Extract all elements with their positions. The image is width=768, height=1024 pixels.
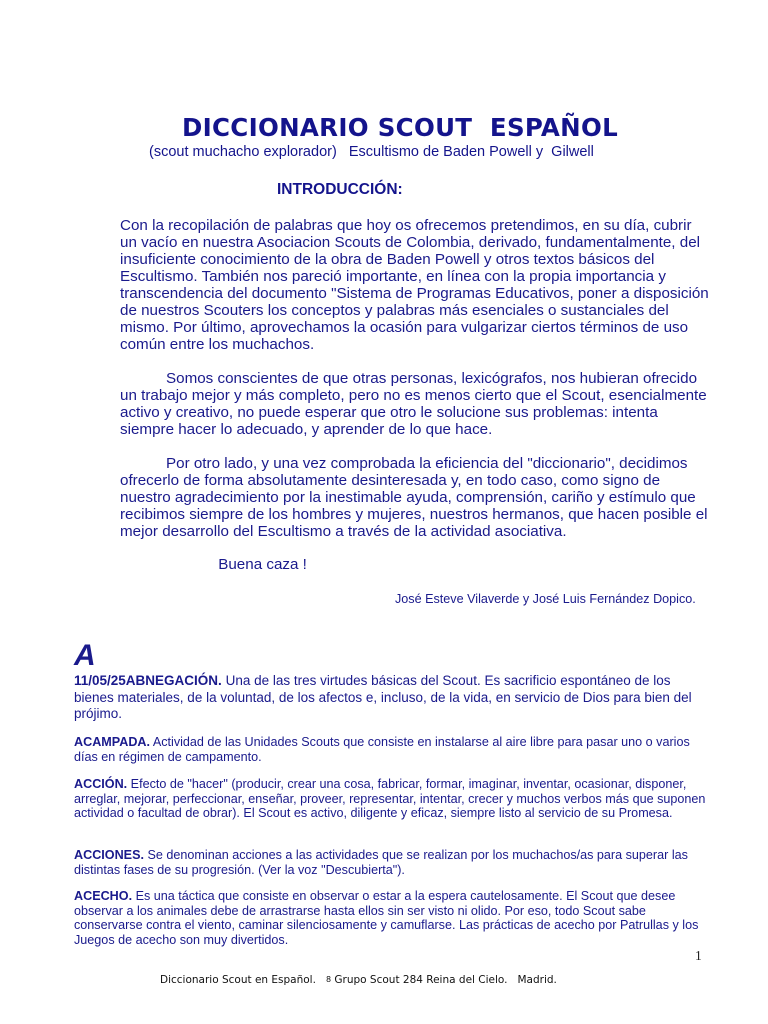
- document-subtitle: (scout muchacho explorador) Escultismo de Baden Powell y Gilwell: [149, 144, 594, 160]
- dictionary-entry: [74, 673, 710, 723]
- page-footer: [160, 974, 557, 986]
- intro-paragraph-1-text: Con la recopilación de palabras que hoy os ofrecemos pretendimos, en su día, cubrir un vacío en nuestra Asociacion Scouts de Colombia, derivado, fundamentalmente, del insuficiente conocimiento de la obra de Baden Powell y otros textos básicos del Escultismo. También nos pareció importante, en línea con la propia importancia y transcendencia del documento "Sistema de Programas Educativos, poner a disposición de nuestros Scouters los conceptos y palabras más esenciales o sustanciales del mismo. Por último, aprovechamos la ocasión para vulgarizar ciertos términos de uso común entre los muchachos.: [120, 217, 709, 353]
- authors-signature: José Esteve Vilaverde y José Luis Fernández Dopico.: [395, 592, 696, 606]
- footer-left: Diccionario Scout en Español.: [160, 974, 316, 986]
- dictionary-entry: [74, 889, 710, 947]
- entry-term: ACCIÓN.: [74, 777, 128, 791]
- footer-right: Grupo Scout 284 Reina del Cielo. Madrid.: [334, 974, 557, 986]
- document-title: DICCIONARIO SCOUT ESPAÑOL: [181, 113, 619, 142]
- intro-paragraph-2-text: Somos conscientes de que otras personas, lexicógrafos, nos hubieran ofrecido un trabajo mejor y más completo, pero no es menos cierto que el Scout, esencialmente activo y creativo, no puede esperar que otro le solucione sus problemas: intenta siempre hacer lo adecuado, y aprender de lo que hace.: [120, 370, 707, 438]
- intro-paragraph-1: [120, 217, 710, 353]
- page-number: 1: [695, 948, 702, 963]
- entry-term: ACCIONES.: [74, 848, 144, 862]
- entry-term: 11/05/25ABNEGACIÓN.: [74, 673, 222, 688]
- entry-definition: Actividad de las Unidades Scouts que consiste en instalarse al aire libre para pasar uno o varios días en régimen de campamento.: [74, 735, 690, 764]
- entry-term: ACECHO.: [74, 889, 133, 903]
- entry-term: ACAMPADA.: [74, 735, 151, 749]
- intro-paragraph-2: [120, 370, 710, 438]
- entry-definition: Se denominan acciones a las actividades que se realizan por los muchachos/as para superar las distintas fases de su progresión. (Ver la voz "Descubierta").: [74, 848, 688, 877]
- entry-definition: Efecto de "hacer" (producir, crear una cosa, fabricar, formar, imaginar, inventar, ocasionar, disponer, arreglar, mejorar, perfeccionar, enseñar, proveer, representar, intentar, crecer y muchos verbos más que suponen actividad o facultad de obrar). El Scout es activo, diligente y eficaz, siempre listo al servicio de su Promesa.: [74, 777, 706, 820]
- closing-text: Buena caza !: [214, 556, 307, 573]
- dictionary-entry: [74, 735, 710, 764]
- introduction-heading: INTRODUCCIÓN:: [277, 181, 403, 198]
- closing-line: [214, 556, 768, 573]
- entry-definition: Es una táctica que consiste en observar o estar a la espera cautelosamente. El Scout que desee observar a los animales debe de arrastrarse hasta ellos sin ser visto ni olido. Por eso, todo Scout sabe conservarse contra el viento, caminar silenciosamente y camuflarse. Las prácticas de acecho por Patrullas y los Juegos de acecho son muy divertidos.: [74, 889, 699, 947]
- footer-mark: 8: [325, 975, 332, 984]
- dictionary-entry: [74, 848, 710, 877]
- entry-definition: Una de las tres virtudes básicas del Scout. Es sacrificio espontáneo de los bienes materiales, de la voluntad, de los afectos e, incluso, de la vida, en servicio de Dios para bien del prójimo.: [74, 673, 692, 721]
- section-letter: A: [74, 639, 96, 672]
- intro-paragraph-3: [120, 455, 710, 540]
- dictionary-entry: [74, 777, 710, 821]
- intro-paragraph-3-text: Por otro lado, y una vez comprobada la eficiencia del "diccionario", decidimos ofrecerlo de forma absolutamente desinteresada y, en todo caso, como signo de nuestro agradecimiento por la inestimable ayuda, comprensión, cariño y estímulo que recibimos siempre de los hombres y mujeres, nuestros hermanos, que hacen posible el mejor desarrollo del Escultismo a través de la actividad asociativa.: [120, 455, 708, 540]
